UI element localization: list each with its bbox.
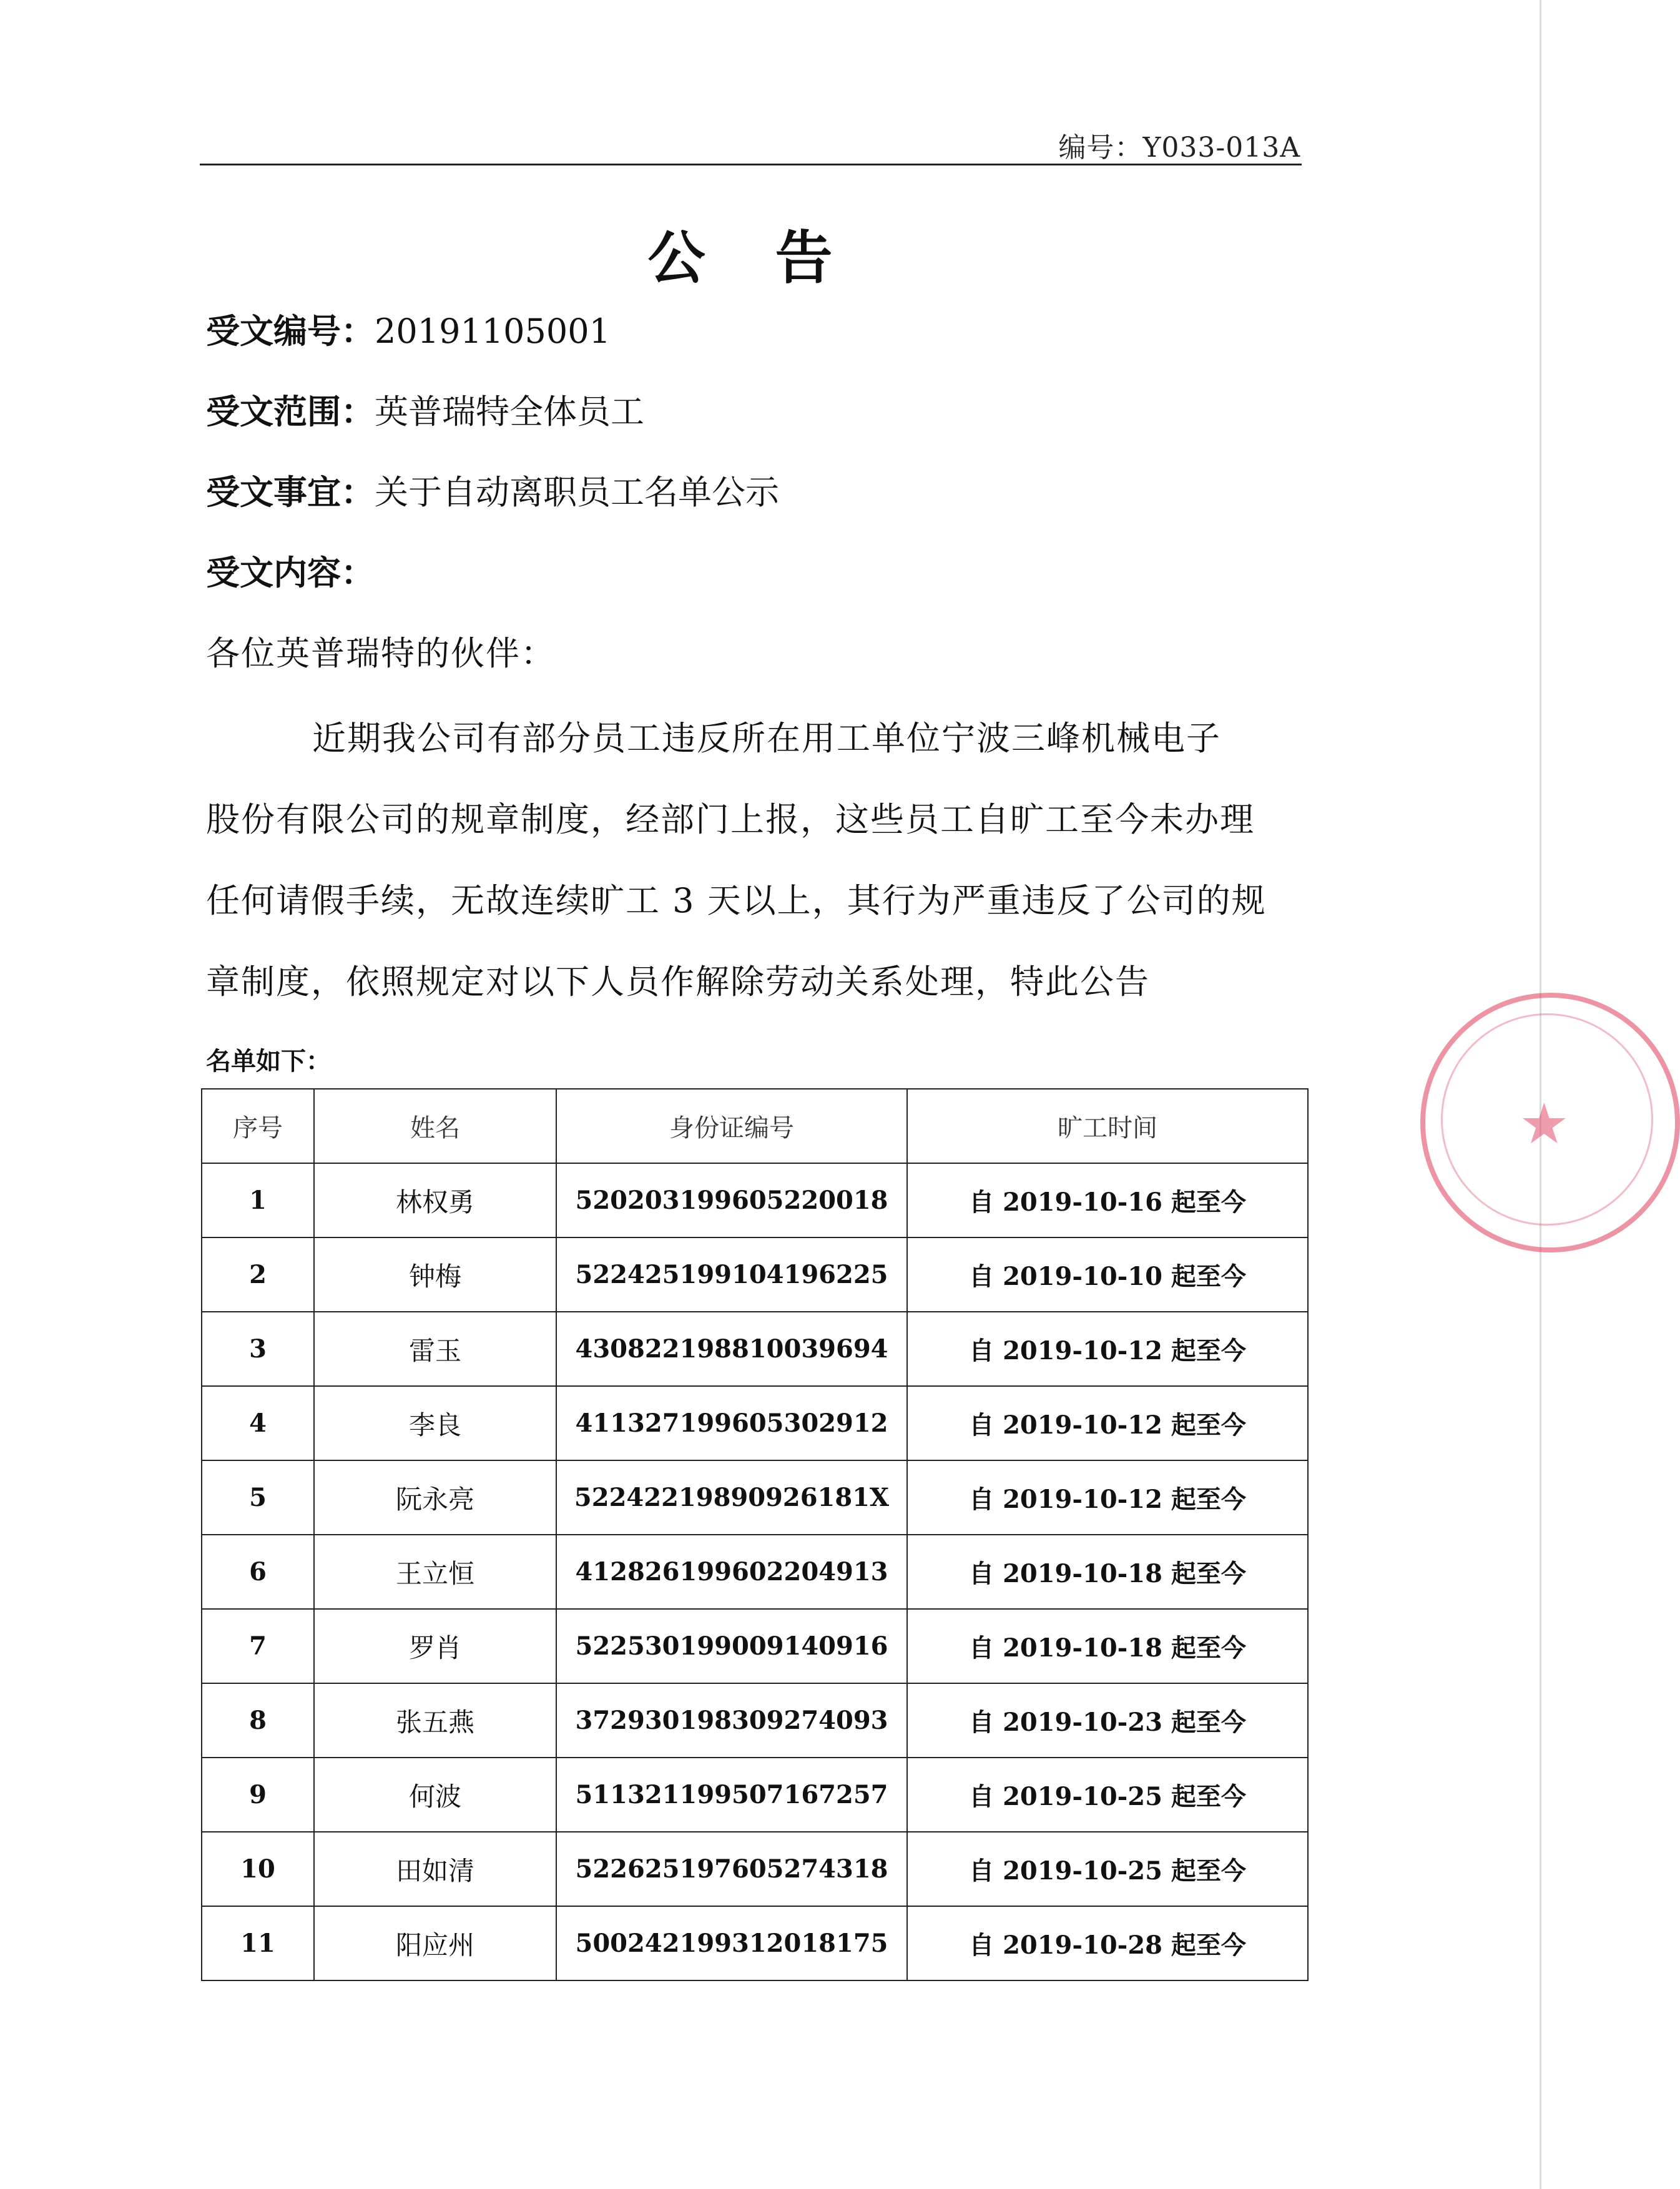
dismissal-table (201, 1088, 1309, 1981)
table-row (202, 1312, 1308, 1386)
cell-name: 阮永亮 (314, 1460, 556, 1535)
cell-absence-period: 自 2019-10-23 起至今 (907, 1683, 1308, 1758)
body-line: 近期我公司有部分员工违反所在用工单位宁波三峰机械电子 (312, 719, 1221, 758)
cell-id-number: 520203199605220018 (556, 1163, 907, 1237)
table-row (202, 1535, 1308, 1609)
meta-label: 受文内容： (206, 553, 375, 593)
cell-name: 阳应州 (314, 1906, 556, 1980)
table-row (202, 1386, 1308, 1460)
star-icon: ★ (1519, 1091, 1569, 1157)
cell-seq: 4 (202, 1386, 314, 1460)
document-number: 编号：Y033-013A (1058, 132, 1300, 164)
header-id-number: 身份证编号 (556, 1089, 907, 1163)
cell-name: 何波 (314, 1758, 556, 1832)
cell-absence-period: 自 2019-10-12 起至今 (907, 1386, 1308, 1460)
header-rule (200, 164, 1302, 165)
cell-seq: 7 (202, 1609, 314, 1683)
meta-label: 受文编号： (206, 312, 375, 351)
cell-name: 王立恒 (314, 1535, 556, 1609)
cell-name: 钟梅 (314, 1237, 556, 1312)
cell-absence-period: 自 2019-10-12 起至今 (907, 1312, 1308, 1386)
cell-id-number: 522425199104196225 (556, 1237, 907, 1312)
cell-seq: 9 (202, 1758, 314, 1832)
cell-seq: 1 (202, 1163, 314, 1237)
cell-name: 林权勇 (314, 1163, 556, 1237)
meta-value: 20191105001 (375, 312, 611, 351)
meta-doc-no (206, 305, 611, 353)
company-seal (1420, 993, 1680, 1252)
cell-seq: 11 (202, 1906, 314, 1980)
table-row (202, 1832, 1308, 1906)
meta-content (206, 546, 375, 594)
cell-id-number: 430822198810039694 (556, 1312, 907, 1386)
meta-value: 关于自动离职员工名单公示 (375, 473, 779, 512)
body-line: 章制度，依照规定对以下人员作解除劳动关系处理，特此公告 (206, 962, 1150, 1001)
meta-label: 受文事宜： (206, 473, 375, 512)
cell-name: 李良 (314, 1386, 556, 1460)
table-row (202, 1758, 1308, 1832)
body-line: 任何请假手续，无故连续旷工 3 天以上，其行为严重违反了公司的规 (206, 881, 1267, 920)
meta-value: 英普瑞特全体员工 (375, 392, 644, 431)
cell-name: 罗肖 (314, 1609, 556, 1683)
cell-absence-period: 自 2019-10-28 起至今 (907, 1906, 1308, 1980)
cell-id-number: 522625197605274318 (556, 1832, 907, 1906)
meta-label: 受文范围： (206, 392, 375, 431)
table-row (202, 1460, 1308, 1535)
table-row (202, 1609, 1308, 1683)
greeting: 各位英普瑞特的伙伴： (206, 634, 556, 673)
header-absence-period: 旷工时间 (907, 1089, 1308, 1163)
header-name: 姓名 (314, 1089, 556, 1163)
table-row (202, 1237, 1308, 1312)
page-title: 公 告 (647, 225, 858, 292)
cell-absence-period: 自 2019-10-10 起至今 (907, 1237, 1308, 1312)
meta-scope (206, 385, 644, 433)
cell-seq: 10 (202, 1832, 314, 1906)
cell-absence-period: 自 2019-10-16 起至今 (907, 1163, 1308, 1237)
meta-subject (206, 466, 779, 514)
cell-id-number: 411327199605302912 (556, 1386, 907, 1460)
cell-id-number: 372930198309274093 (556, 1683, 907, 1758)
list-title: 名单如下： (206, 1047, 331, 1076)
cell-absence-period: 自 2019-10-12 起至今 (907, 1460, 1308, 1535)
cell-seq: 6 (202, 1535, 314, 1609)
cell-absence-period: 自 2019-10-18 起至今 (907, 1609, 1308, 1683)
cell-seq: 2 (202, 1237, 314, 1312)
cell-seq: 8 (202, 1683, 314, 1758)
cell-id-number: 511321199507167257 (556, 1758, 907, 1832)
cell-id-number: 52242219890926181X (556, 1460, 907, 1535)
cell-name: 张五燕 (314, 1683, 556, 1758)
table-header-row (202, 1089, 1308, 1163)
cell-name: 田如清 (314, 1832, 556, 1906)
cell-absence-period: 自 2019-10-18 起至今 (907, 1535, 1308, 1609)
cell-id-number: 412826199602204913 (556, 1535, 907, 1609)
header-seq: 序号 (202, 1089, 314, 1163)
table-row (202, 1906, 1308, 1980)
cell-absence-period: 自 2019-10-25 起至今 (907, 1832, 1308, 1906)
cell-seq: 5 (202, 1460, 314, 1535)
cell-absence-period: 自 2019-10-25 起至今 (907, 1758, 1308, 1832)
cell-seq: 3 (202, 1312, 314, 1386)
cell-id-number: 522530199009140916 (556, 1609, 907, 1683)
cell-name: 雷玉 (314, 1312, 556, 1386)
cell-id-number: 500242199312018175 (556, 1906, 907, 1980)
table-row (202, 1163, 1308, 1237)
table-row (202, 1683, 1308, 1758)
body-line: 股份有限公司的规章制度，经部门上报，这些员工自旷工至今未办理 (206, 800, 1255, 839)
